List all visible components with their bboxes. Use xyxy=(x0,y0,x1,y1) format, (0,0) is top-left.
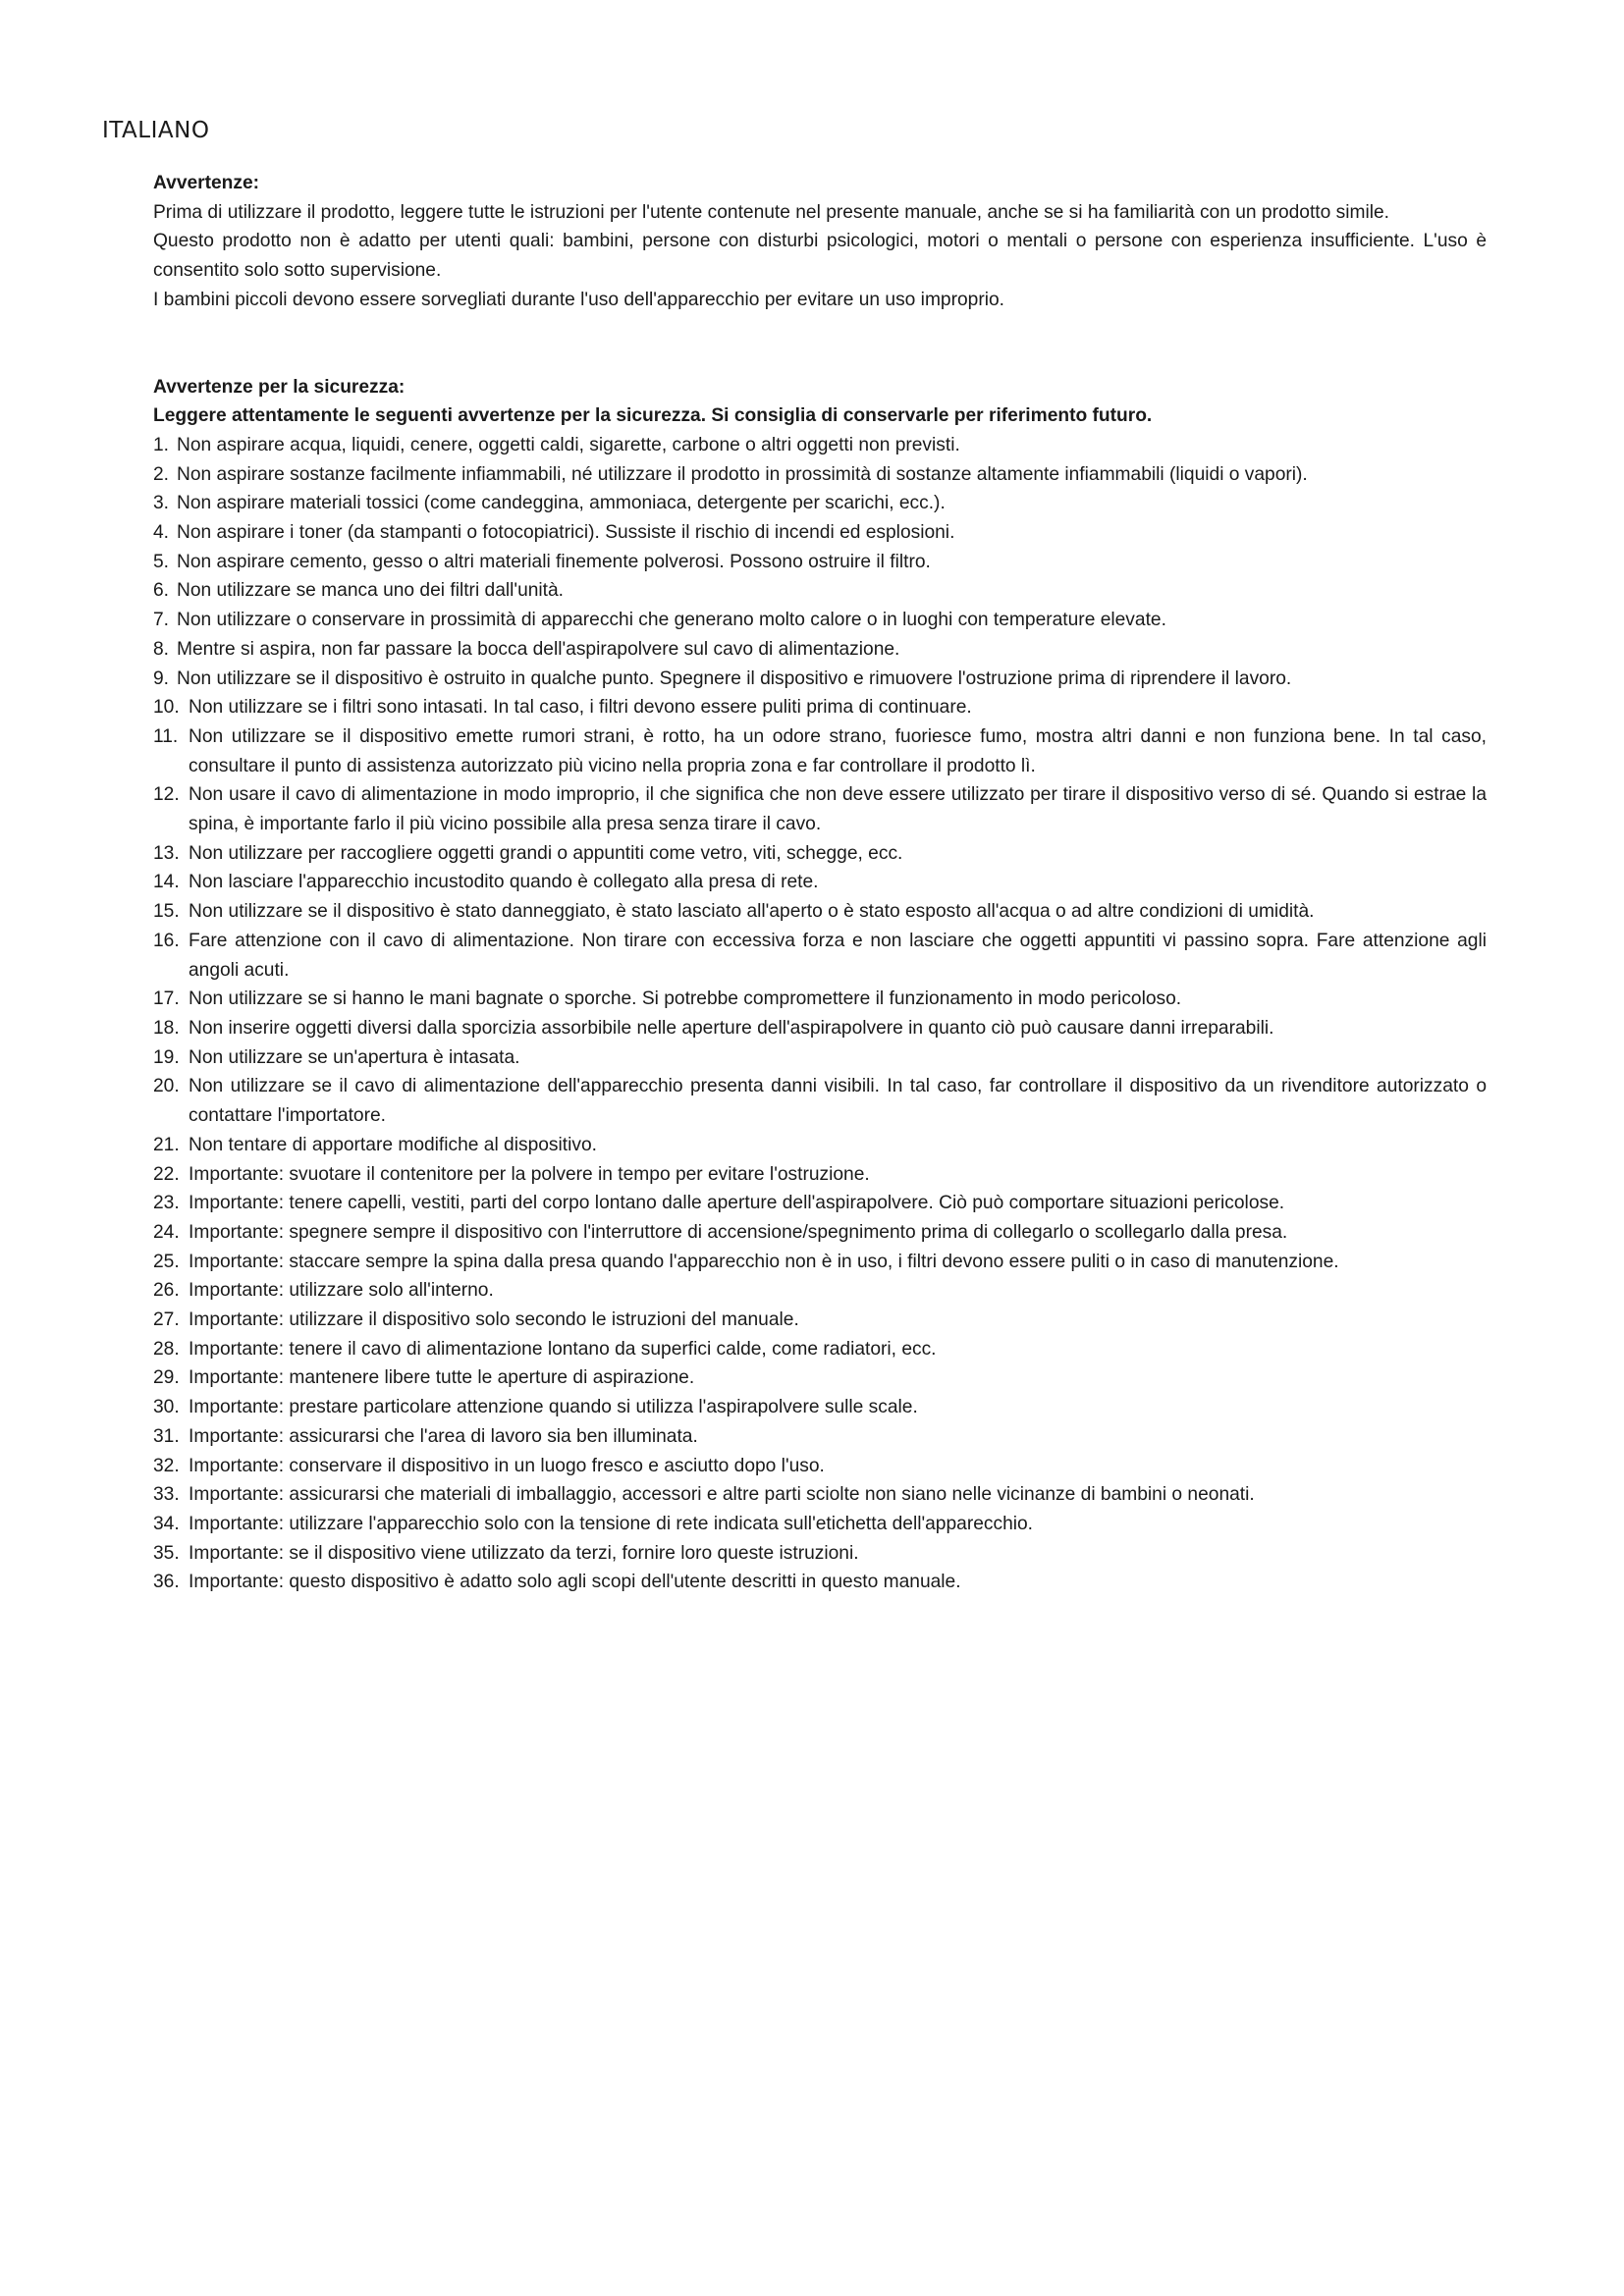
safety-item-text: Importante: utilizzare il dispositivo solo secondo le istruzioni del manuale. xyxy=(189,1309,799,1331)
safety-item-text: Non inserire oggetti diversi dalla sporcizia assorbibile nelle aperture dell'aspirapolvere in quanto ciò può causare danni irreparabili. xyxy=(189,1017,1274,1039)
safety-item-text: Non tentare di apportare modifiche al dispositivo. xyxy=(189,1134,597,1155)
safety-item xyxy=(153,548,1487,577)
safety-item xyxy=(153,431,1487,460)
safety-item-text: Non utilizzare se un'apertura è intasata. xyxy=(189,1046,520,1068)
safety-item-number: 23. xyxy=(153,1193,180,1214)
safety-item xyxy=(153,576,1487,606)
safety-item xyxy=(153,635,1487,665)
safety-item-text: Non utilizzare se il dispositivo è stato danneggiato, è stato lasciato all'aperto o è stato esposto all'acqua o ad altre condizioni di umidità. xyxy=(189,901,1315,923)
safety-item-text: Non utilizzare se si hanno le mani bagnate o sporche. Si potrebbe compromettere il funzionamento in modo pericoloso. xyxy=(189,988,1182,1010)
safety-item-text: Importante: conservare il dispositivo in un luogo fresco e asciutto dopo l'uso. xyxy=(189,1455,825,1476)
safety-item-number: 21. xyxy=(153,1134,180,1155)
safety-item-text: Importante: svuotare il contenitore per la polvere in tempo per evitare l'ostruzione. xyxy=(189,1163,870,1185)
safety-item-text: Mentre si aspira, non far passare la bocca dell'aspirapolvere sul cavo di alimentazione. xyxy=(177,638,900,660)
safety-item xyxy=(153,1043,1487,1073)
safety-item xyxy=(153,1480,1487,1510)
safety-item-number: 6. xyxy=(153,580,170,602)
safety-item-number: 30. xyxy=(153,1397,180,1418)
safety-item xyxy=(153,606,1487,635)
safety-item xyxy=(153,897,1487,927)
safety-item-number: 22. xyxy=(153,1163,180,1185)
safety-item-text: Non lasciare l'apparecchio incustodito quando è collegato alla presa di rete. xyxy=(189,872,819,893)
safety-item-text: Fare attenzione con il cavo di alimentazione. Non tirare con eccessiva forza e non lasciare che oggetti appuntiti vi passino sopra. Fare attenzione agli angoli acuti. xyxy=(189,930,1487,981)
safety-item-text: Importante: mantenere libere tutte le aperture di aspirazione. xyxy=(189,1367,695,1389)
safety-item-text: Non aspirare sostanze facilmente infiammabili, né utilizzare il prodotto in prossimità di sostanze altamente infiammabili (liquidi o vapori). xyxy=(177,463,1308,485)
safety-title: Avvertenze per la sicurezza: xyxy=(153,376,406,398)
safety-item-text: Non utilizzare o conservare in prossimità di apparecchi che generano molto calore o in luoghi con temperature elevate. xyxy=(177,610,1166,631)
safety-item-text: Importante: spegnere sempre il dispositivo con l'interruttore di accensione/spegnimento prima di collegarlo o scollegarlo dalla presa. xyxy=(189,1221,1288,1243)
safety-item-number: 11. xyxy=(153,725,179,747)
safety-item-text: Non aspirare cemento, gesso o altri materiali finemente polverosi. Possono ostruire il filtro. xyxy=(177,551,931,572)
safety-item-text: Importante: utilizzare l'apparecchio solo con la tensione di rete indicata sull'etichetta dell'apparecchio. xyxy=(189,1513,1033,1534)
safety-item-text: Non aspirare i toner (da stampanti o fotocopiatrici). Sussiste il rischio di incendi ed esplosioni. xyxy=(177,522,955,544)
safety-item-number: 29. xyxy=(153,1367,180,1389)
safety-item xyxy=(153,1510,1487,1539)
safety-item-text: Non usare il cavo di alimentazione in modo improprio, il che significa che non deve essere utilizzato per tirare il dispositivo verso di sé. Quando si estrae la spina, è importante farlo il più vicino possibile alla presa senza tirare il cavo. xyxy=(189,784,1487,835)
safety-item-number: 25. xyxy=(153,1251,180,1272)
safety-item xyxy=(153,1160,1487,1190)
safety-item-number: 5. xyxy=(153,551,170,572)
safety-item-number: 9. xyxy=(153,667,170,689)
safety-item-number: 19. xyxy=(153,1046,180,1068)
safety-item-text: Non utilizzare se manca uno dei filtri dall'unità. xyxy=(177,580,565,602)
safety-item-number: 26. xyxy=(153,1280,180,1302)
manual-content xyxy=(153,169,1487,1597)
safety-item-number: 10. xyxy=(153,697,180,719)
safety-item-text: Non utilizzare se il dispositivo è ostruito in qualche punto. Spegnere il dispositivo e rimuovere l'ostruzione prima di riprendere il lavoro. xyxy=(177,667,1292,689)
safety-item xyxy=(153,722,1487,780)
safety-item-number: 1. xyxy=(153,434,170,455)
safety-item-text: Importante: tenere il cavo di alimentazione lontano da superfici calde, come radiatori, ecc. xyxy=(189,1338,937,1360)
safety-item xyxy=(153,489,1487,518)
safety-item xyxy=(153,1393,1487,1422)
safety-item-number: 3. xyxy=(153,493,170,514)
safety-item-text: Importante: staccare sempre la spina dalla presa quando l'apparecchio non è in uso, i filtri devono essere puliti o in caso di manutenzione. xyxy=(189,1251,1339,1272)
safety-item xyxy=(153,1335,1487,1364)
safety-item-text: Importante: prestare particolare attenzione quando si utilizza l'aspirapolvere sulle scale. xyxy=(189,1397,918,1418)
safety-item xyxy=(153,1072,1487,1130)
safety-item xyxy=(153,1539,1487,1569)
safety-item-text: Importante: se il dispositivo viene utilizzato da terzi, fornire loro queste istruzioni. xyxy=(189,1542,859,1564)
safety-item-number: 35. xyxy=(153,1542,180,1564)
safety-item-number: 32. xyxy=(153,1455,180,1476)
safety-item-number: 24. xyxy=(153,1221,180,1243)
safety-item-text: Importante: assicurarsi che l'area di lavoro sia ben illuminata. xyxy=(189,1425,698,1447)
safety-item xyxy=(153,518,1487,548)
safety-item xyxy=(153,1131,1487,1160)
warnings-title: Avvertenze: xyxy=(153,173,260,193)
safety-item xyxy=(153,985,1487,1014)
safety-item xyxy=(153,868,1487,897)
safety-item xyxy=(153,1218,1487,1248)
safety-item-number: 20. xyxy=(153,1076,180,1097)
safety-item-text: Non aspirare acqua, liquidi, cenere, oggetti caldi, sigarette, carbone o altri oggetti non previsti. xyxy=(177,434,960,455)
safety-item-text: Importante: assicurarsi che materiali di imballaggio, accessori e altre parti sciolte non siano nelle vicinanze di bambini o neonati. xyxy=(189,1484,1255,1506)
safety-item xyxy=(153,1248,1487,1277)
safety-item-text: Non utilizzare se il dispositivo emette rumori strani, è rotto, ha un odore strano, fuoriesce fumo, mostra altri danni e non funziona bene. In tal caso, consultare il punto di assistenza autorizzato più vicino nella propria zona e far controllare il prodotto lì. xyxy=(189,725,1487,776)
safety-item-text: Importante: questo dispositivo è adatto solo agli scopi dell'utente descritti in questo manuale. xyxy=(189,1572,961,1593)
warnings-paragraph: Questo prodotto non è adatto per utenti quali: bambini, persone con disturbi psicologici, motori o mentali o persone con esperienza insufficiente. L'uso è consentito solo sotto supervisione. xyxy=(153,231,1487,282)
safety-section xyxy=(153,373,1487,1598)
safety-item xyxy=(153,1363,1487,1393)
safety-item-text: Importante: tenere capelli, vestiti, parti del corpo lontano dalle aperture dell'aspirapolvere. Ciò può comportare situazioni pericolose. xyxy=(189,1193,1285,1214)
safety-item-number: 17. xyxy=(153,988,180,1010)
safety-item xyxy=(153,927,1487,985)
safety-item-number: 28. xyxy=(153,1338,180,1360)
safety-item xyxy=(153,1189,1487,1218)
safety-item-number: 14. xyxy=(153,872,180,893)
language-heading: ITALIANO xyxy=(102,118,210,143)
safety-item-text: Non aspirare materiali tossici (come candeggina, ammoniaca, detergente per scarichi, ecc.). xyxy=(177,493,946,514)
safety-item-number: 2. xyxy=(153,463,170,485)
safety-item-text: Non utilizzare se i filtri sono intasati. In tal caso, i filtri devono essere puliti prima di continuare. xyxy=(189,697,972,719)
safety-item xyxy=(153,460,1487,490)
safety-item-number: 34. xyxy=(153,1513,180,1534)
warnings-paragraph: I bambini piccoli devono essere sorvegliati durante l'uso dell'apparecchio per evitare un uso improprio. xyxy=(153,289,1004,310)
safety-list xyxy=(153,431,1487,1597)
safety-item-number: 7. xyxy=(153,610,170,631)
safety-item-number: 33. xyxy=(153,1484,180,1506)
safety-item xyxy=(153,1306,1487,1335)
safety-item-number: 15. xyxy=(153,901,180,923)
safety-item-number: 4. xyxy=(153,522,170,544)
safety-item-number: 31. xyxy=(153,1425,180,1447)
safety-item xyxy=(153,1014,1487,1043)
safety-item-number: 8. xyxy=(153,638,170,660)
safety-item-text: Importante: utilizzare solo all'interno. xyxy=(189,1280,494,1302)
safety-item xyxy=(153,1568,1487,1597)
safety-item-number: 16. xyxy=(153,930,180,951)
warnings-section xyxy=(153,169,1487,315)
safety-item-text: Non utilizzare per raccogliere oggetti grandi o appuntiti come vetro, viti, schegge, ecc. xyxy=(189,842,903,864)
safety-lead: Leggere attentamente le seguenti avvertenze per la sicurezza. Si consiglia di conservarle per riferimento futuro. xyxy=(153,405,1153,427)
safety-item xyxy=(153,1452,1487,1481)
safety-item xyxy=(153,693,1487,722)
safety-item xyxy=(153,839,1487,869)
safety-item-number: 36. xyxy=(153,1572,180,1593)
safety-item xyxy=(153,780,1487,838)
safety-item-number: 13. xyxy=(153,842,180,864)
warnings-paragraph: Prima di utilizzare il prodotto, leggere tutte le istruzioni per l'utente contenute nel presente manuale, anche se si ha familiarità con un prodotto simile. xyxy=(153,201,1390,223)
safety-item xyxy=(153,1276,1487,1306)
safety-item-number: 18. xyxy=(153,1017,180,1039)
safety-item-number: 27. xyxy=(153,1309,180,1331)
safety-item xyxy=(153,1422,1487,1452)
safety-item-number: 12. xyxy=(153,784,180,806)
safety-item-text: Non utilizzare se il cavo di alimentazione dell'apparecchio presenta danni visibili. In tal caso, far controllare il dispositivo da un rivenditore autorizzato o contattare l'importatore. xyxy=(189,1076,1487,1127)
safety-item xyxy=(153,665,1487,694)
